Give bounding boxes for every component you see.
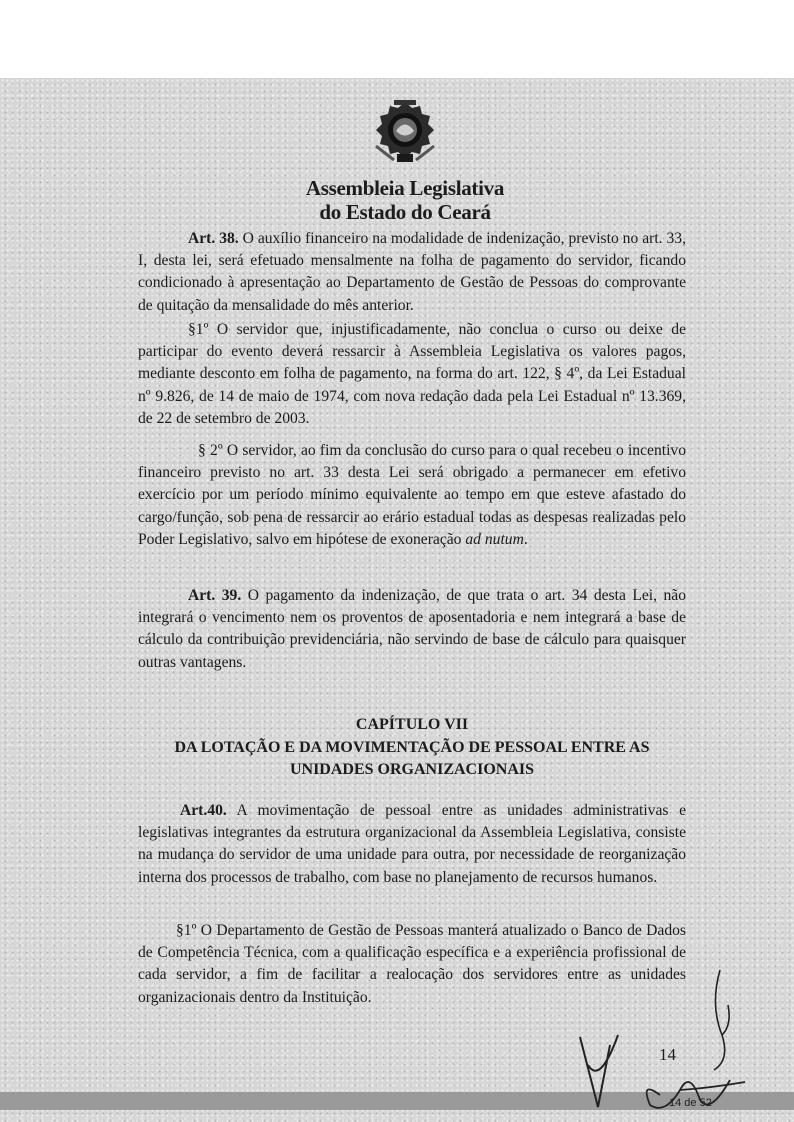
- article-label: Art. 39.: [188, 587, 242, 604]
- latin-term: ad nutum: [465, 530, 524, 548]
- article-text: O pagamento da indenização, de que trata o art. 34 desta Lei, não integrará o vencimento nem os proventos de aposentadoria e nem integrará a base de cálculo da contribuição previdenciária, não servindo de base de cálculo para quaisquer outras vantagens.: [138, 587, 686, 671]
- article-label: Art. 38.: [188, 230, 239, 247]
- coat-of-arms-icon: [372, 100, 438, 168]
- article-38-paragraph-1: [138, 319, 686, 430]
- org-name-line2: do Estado do Ceará: [319, 200, 491, 224]
- chapter-title-line2: UNIDADES ORGANIZACIONAIS: [289, 761, 535, 778]
- chapter-title-line1: DA LOTAÇÃO E DA MOVIMENTAÇÃO DE PESSOAL ENTRE AS: [174, 738, 650, 756]
- article-40-paragraph-1: [138, 920, 686, 1009]
- paragraph-text: §1º O servidor que, injustificadamente, não conclua o curso ou deixe de participar do evento deverá ressarcir à Assembleia Legislativa os valores pagos, mediante desconto em folha de pagamento, na forma do art. 122, § 4º, da Lei Estadual nº 9.826, de 14 de maio de 1974, com nova redação dada pela Lei Estadual nº 13.369, de 22 de setembro de 2003.: [138, 321, 686, 427]
- article-label: Art.40.: [180, 802, 227, 819]
- paragraph-text: §1º O Departamento de Gestão de Pessoas manterá atualizado o Banco de Dados de Competência Técnica, com a qualificação específica e a experiência profissional de cada servidor, a fim de facilitar a realocação dos servidores entre as unidades organizacionais dentro da Instituição.: [138, 922, 686, 1006]
- chapter-number: CAPÍTULO VII: [355, 716, 469, 733]
- article-38: [138, 228, 686, 317]
- page-counter: 14 de 52: [669, 1097, 712, 1109]
- chapter-heading: [138, 714, 686, 782]
- handwritten-page-number: 14: [659, 1045, 676, 1064]
- article-38-paragraph-2: [138, 440, 686, 551]
- paragraph-text: § 2º O servidor, ao fim da conclusão do curso para o qual recebeu o incentivo financeiro previsto no art. 33 desta Lei será obrigado a permanecer em efetivo exercício por um período mínimo equivalente ao tempo em que esteve afastado do cargo/função, sob pena de ressarcir ao erário estadual todas as despesas realizadas pelo Poder Legislativo, salvo em hipótese de exoneração: [138, 442, 686, 548]
- paragraph-end: .: [523, 530, 528, 548]
- article-text: O auxílio financeiro na modalidade de indenização, previsto no art. 33, I, desta lei, será efetuado mensalmente na folha de pagamento do servidor, ficando condicionado à apresentação ao Departamento de Gestão de Pessoas do comprovante de quitação da mensalidade do mês anterior.: [138, 230, 686, 314]
- article-39: [138, 585, 686, 674]
- org-name-line1: Assembleia Legislativa: [305, 176, 505, 200]
- article-text: A movimentação de pessoal entre as unidades administrativas e legislativas integrantes da estrutura organizacional da Assembleia Legislativa, consiste na mudança do servidor de uma unidade para outra, por necessidade de reorganização interna dos processos de trabalho, com base no planejamento de recursos humanos.: [138, 802, 686, 886]
- margin-signature-mark: [700, 965, 740, 1075]
- article-40: [138, 800, 686, 889]
